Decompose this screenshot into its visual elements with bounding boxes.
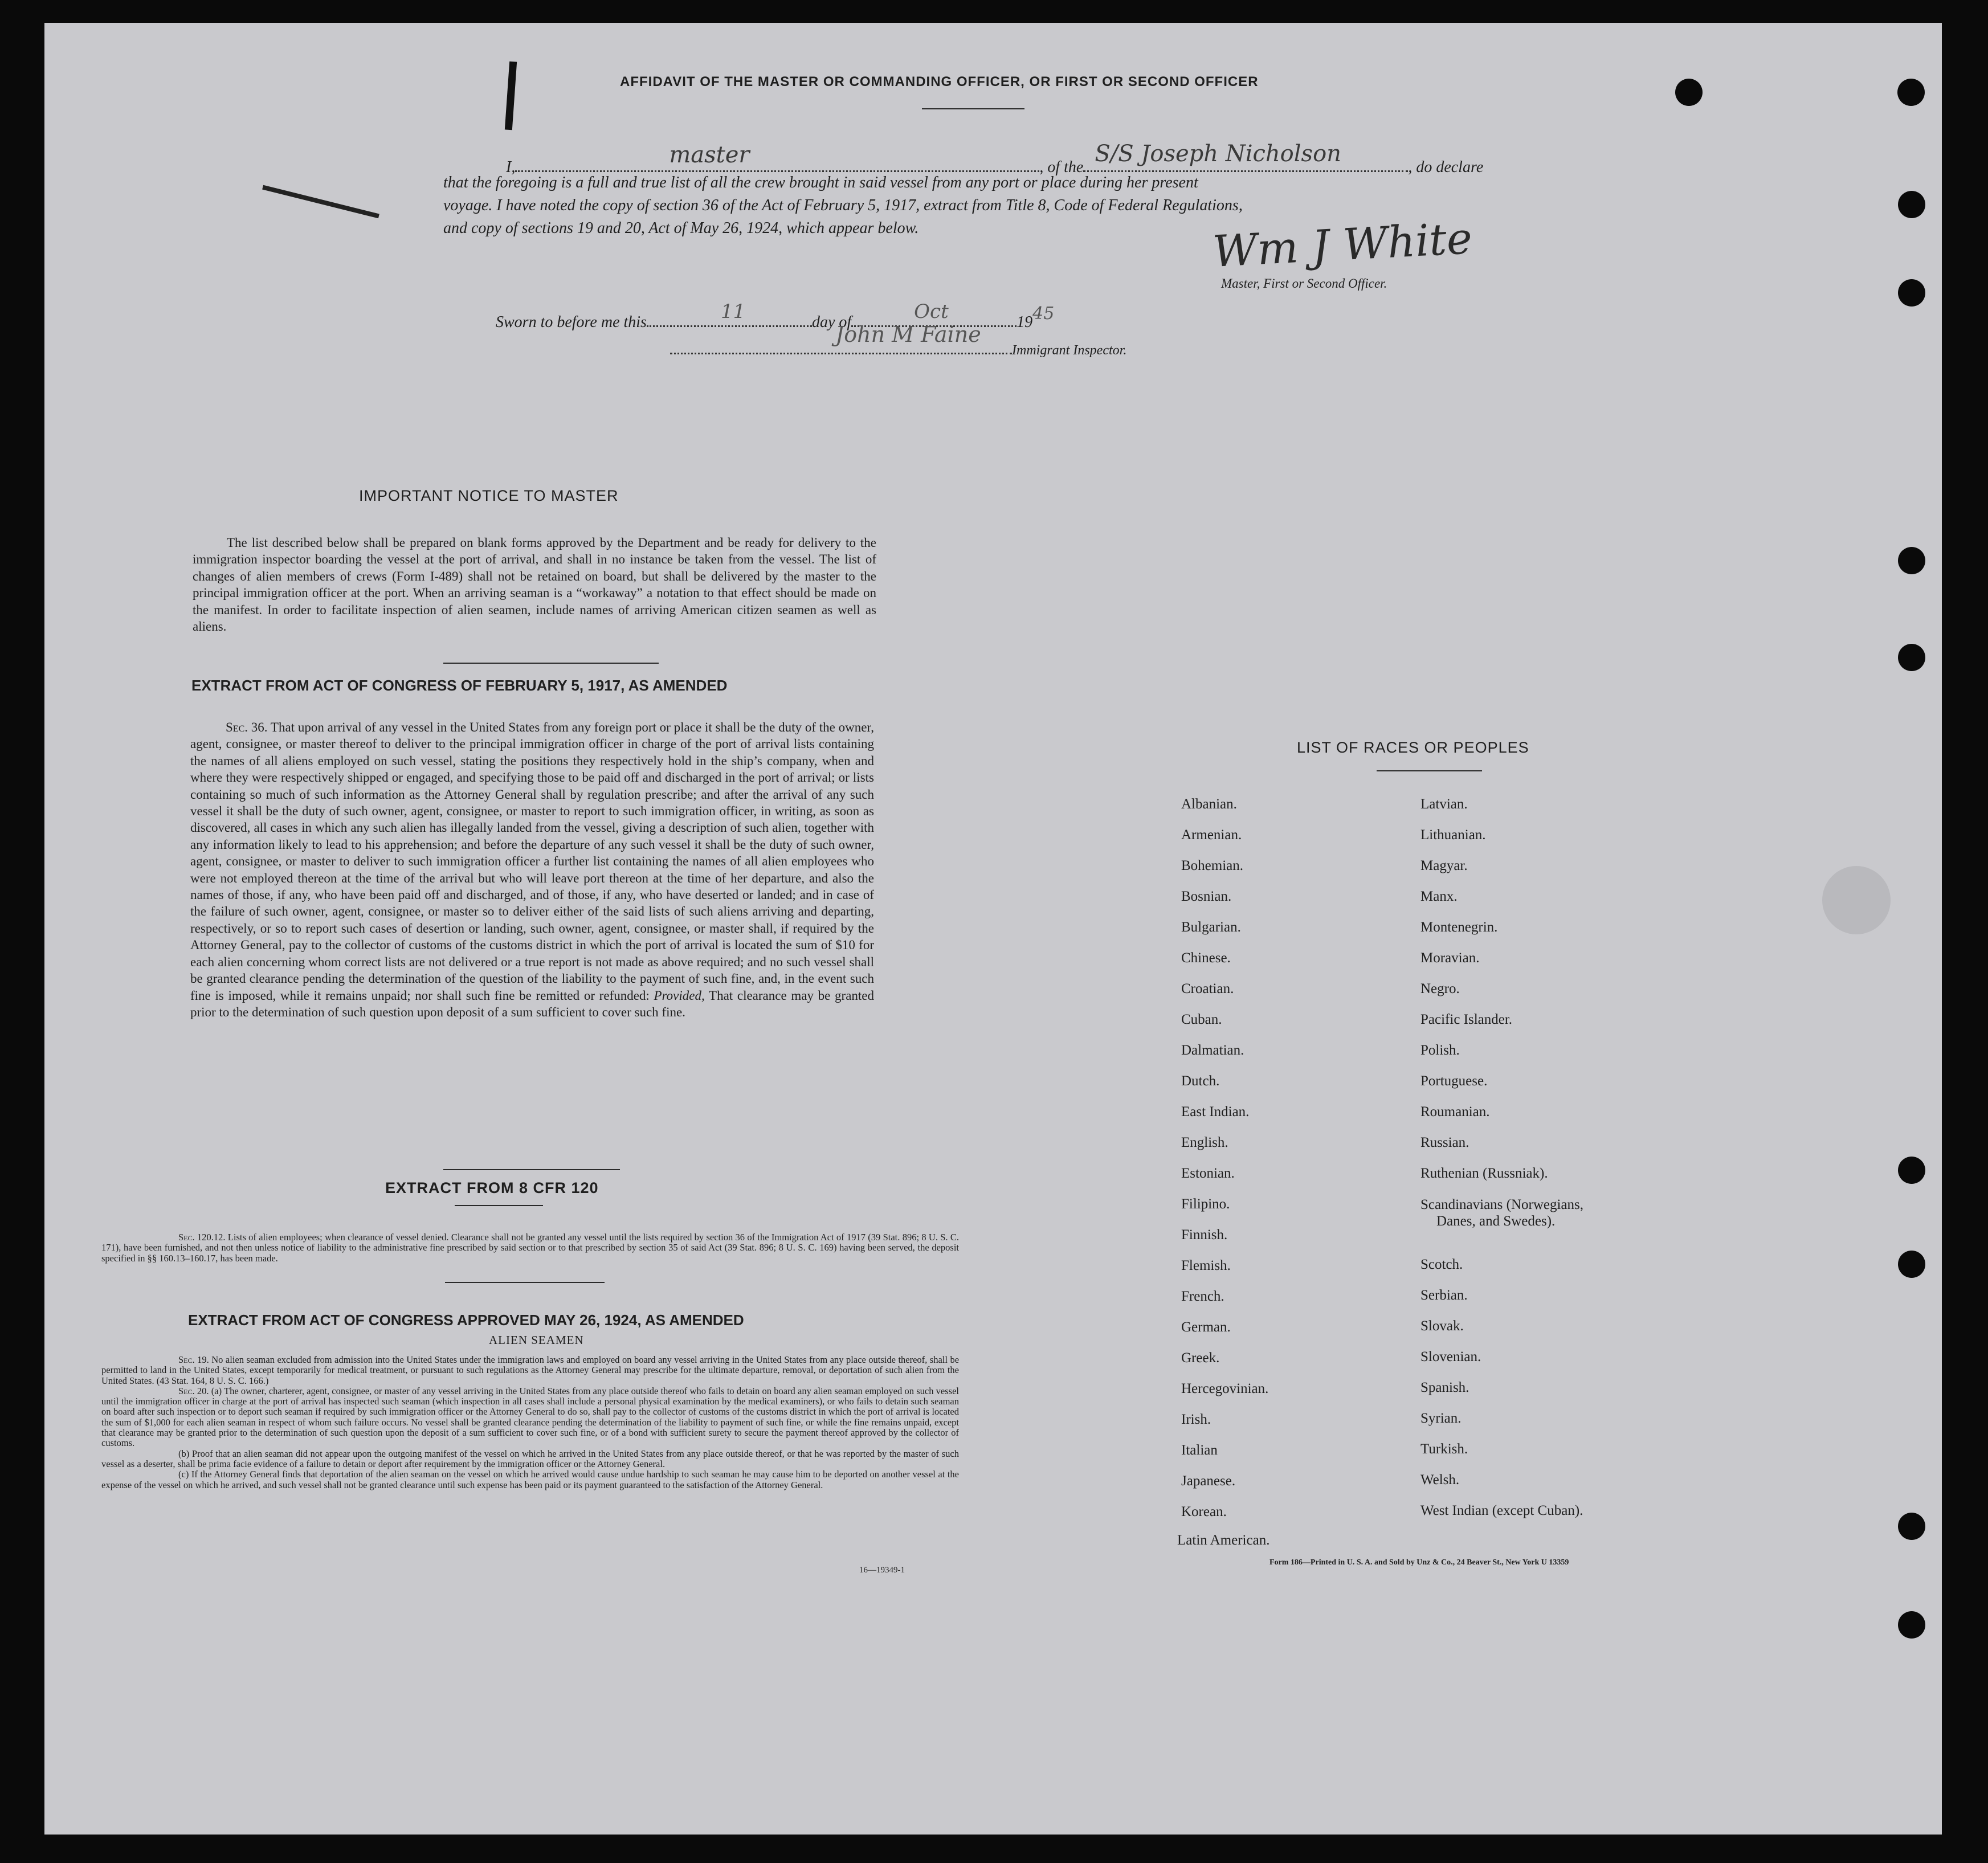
race-item-line: Scandinavians (Norwegians, <box>1420 1197 1584 1212</box>
sec-19-paragraph <box>101 1355 959 1386</box>
race-item: Estonian. <box>1181 1166 1235 1181</box>
punch-hole <box>1898 1611 1925 1639</box>
heading-underline <box>922 108 1024 109</box>
race-item-line: Danes, and Swedes). <box>1436 1214 1556 1229</box>
race-item: Serbian. <box>1420 1288 1468 1303</box>
divider <box>443 663 659 664</box>
alien-seamen-subtitle: ALIEN SEAMEN <box>489 1333 584 1347</box>
race-item: Greek. <box>1181 1350 1220 1366</box>
affidavit-line-4: and copy of sections 19 and 20, Act of May 26, 1924, which appear below. <box>443 219 919 237</box>
divider <box>1377 770 1482 771</box>
notice-title: IMPORTANT NOTICE TO MASTER <box>359 487 619 504</box>
race-item: Montenegrin. <box>1420 920 1498 935</box>
race-item: Bohemian. <box>1181 858 1244 873</box>
race-item: East Indian. <box>1181 1104 1250 1120</box>
race-item: Armenian. <box>1181 827 1242 843</box>
punch-hole <box>1675 79 1703 106</box>
race-item: Syrian. <box>1420 1411 1462 1426</box>
affidavit-suffix: , do declare <box>1408 158 1484 176</box>
race-item: Albanian. <box>1181 796 1237 812</box>
divider <box>443 1169 620 1170</box>
extract-1917-title: EXTRACT FROM ACT OF CONGRESS OF FEBRUARY 5, 1917, AS AMENDED <box>191 677 728 694</box>
race-item: Flemish. <box>1181 1258 1231 1273</box>
printer-footer: Form 186—Printed in U. S. A. and Sold by Unz & Co., 24 Beaver St., New York U 13359 <box>1269 1558 1569 1567</box>
sec-20a-text: (a) The owner, charterer, agent, consignee, or master of any vessel arriving in the United States from any place outside thereof who fails to detain on board any alien seaman employed on such vessel until the immigration officer in charge at the port of arrival has inspected such seaman (which inspection in all cases shall include a personal physical examination by the medical examiners), or who fails to detain such seaman on board after such inspection or to deport such seaman if required by such immigration officer or the Attorney General to do so, shall pay to the collector of customs of the customs district in which the port of arrival is located the sum of $1,000 for each alien seaman in respect of whom such failure occurs. No vessel shall be granted clearance pending the determination of the liability to payment of such fine, or while the fine remains unpaid, except that clearance may be granted prior to the determination of such question upon the deposit of a sum sufficient to cover such fine, or of a bond with sufficient surety to secure the payment thereof approved by the collector of customs. <box>101 1385 960 1449</box>
race-item: Pacific Islander. <box>1420 1012 1513 1027</box>
punch-hole <box>1898 1157 1925 1184</box>
race-item: Lithuanian. <box>1420 827 1486 843</box>
race-item: Slovenian. <box>1420 1349 1481 1364</box>
sworn-prefix: Sworn to before me this <box>496 313 647 331</box>
handwritten-day: 11 <box>720 300 746 323</box>
sec-120-label: Sec. 120.12. <box>178 1232 226 1243</box>
race-item: Latin American. <box>1177 1533 1270 1548</box>
punch-hole <box>1898 1513 1925 1540</box>
race-item: Cuban. <box>1181 1012 1222 1027</box>
sec-20a-paragraph <box>101 1386 959 1449</box>
sec-36-label: Sec. 36. <box>226 720 268 734</box>
race-item: Croatian. <box>1181 981 1234 996</box>
punch-hole <box>1897 79 1925 106</box>
sec-20-label: Sec. 20. <box>178 1385 209 1396</box>
divider <box>445 1282 605 1283</box>
provided-word: Provided, <box>654 988 705 1003</box>
sec-20b-paragraph: (b) Proof that an alien seaman did not appear upon the outgoing manifest of the vessel on which he arrived in the United States from any place outside thereof, or that he was reported by the master of such vessel as a deserter, shall be prima facie evidence of a failure to detain or deport after requirement by the immigration officer or the Attorney General. <box>101 1448 959 1469</box>
notice-text: The list described below shall be prepared on blank forms approved by the Department and be ready for delivery to the immigration inspector boarding the vessel at the port of arrival, and shall in no instance be taken from the vessel. The list of changes of alien members of crews (Form I-489) shall not be retained on board, but shall be delivered by the master to the principal immigration officer at the port. When an arriving seaman is a “workaway” a notation to that effect should be made on the manifest. In order to facilitate inspection of alien seamen, include names of arriving American citizen seamen as well as aliens. <box>193 536 876 634</box>
inspector-signature: John M Faine <box>835 322 981 347</box>
race-item: Finnish. <box>1181 1227 1228 1243</box>
affidavit-mid: , of the <box>1039 158 1084 176</box>
sec-20c-paragraph: (c) If the Attorney General finds that deportation of the alien seaman on the vessel on which he arrived would cause undue hardship to such seaman he may cause him to be deported on another vessel at the expense of the vessel on which he arrived, and such vessel shall not be granted clearance until such expense has been paid or its payment guaranteed to the satisfaction of the Attorney General. <box>101 1469 959 1490</box>
races-title: LIST OF RACES OR PEOPLES <box>1297 739 1529 756</box>
race-item: Moravian. <box>1420 950 1480 966</box>
form-code: 16—19349-1 <box>859 1566 905 1575</box>
race-item: Japanese. <box>1181 1473 1236 1489</box>
race-item: West Indian (except Cuban). <box>1420 1503 1583 1518</box>
race-item: Filipino. <box>1181 1196 1230 1212</box>
race-item: Latvian. <box>1420 796 1468 812</box>
race-item: Roumanian. <box>1420 1104 1490 1120</box>
race-item: Korean. <box>1181 1504 1227 1519</box>
race-item: Chinese. <box>1181 950 1231 966</box>
extract-1924-title: EXTRACT FROM ACT OF CONGRESS APPROVED MAY 26, 1924, AS AMENDED <box>188 1312 744 1329</box>
affidavit-heading: AFFIDAVIT OF THE MASTER OR COMMANDING OFFICER, OR FIRST OR SECOND OFFICER <box>620 74 1259 89</box>
master-name-field <box>515 142 1039 172</box>
sworn-mid: day of <box>811 313 852 331</box>
race-item: Portuguese. <box>1420 1073 1488 1089</box>
signature-caption: Master, First or Second Officer. <box>1221 276 1387 291</box>
inspector-caption: Immigrant Inspector. <box>1012 343 1127 358</box>
race-item: Russian. <box>1420 1135 1469 1150</box>
sec-36-text: That upon arrival of any vessel in the United States from any foreign port or place it shall be the duty of the owner, agent, consignee, or master thereof to deliver to the principal immigration officer in charge of the port of arrival lists containing the names of all aliens employed on such vessel, stating the positions they respectively hold in the ship’s company, when and where they were respectively shipped or engaged, and specifying those to be paid off and discharged in the port of arrival; or lists containing so much of such information as the Attorney General shall by regulation prescribe; and after the arrival of any such vessel it shall be the duty of such owner, agent, consignee, or master to report to such immigration officer, in writing, as soon as discovered, all cases in which any such alien has illegally landed from the vessel, giving a description of such alien, together with any information likely to lead to his apprehension; and before the departure of any such vessel it shall be the duty of such owner, agent, consignee, or master to deliver to such immigration officer a further list containing the names of all alien employees who were not employed thereon at the time of the arrival but who will leave port thereon at the time of her departure, and also the names of those, if any, who have been paid off and discharged, and of those, if any, who have deserted or landed; and in case of the failure of such owner, agent, consignee, or master so to deliver either of the said lists of such aliens arriving and departing, respectively, or so to report such cases of desertion or landing, such owner, agent, consignee, or master shall, if required by the Attorney General, pay to the collector of customs of the customs district in which the port of arrival is located the sum of $10 for each alien concerning whom correct lists are not delivered or a true report is not made as above required; and no such vessel shall be granted clearance pending the determination of the question of the liability to the payment of such fine, and, in the event such fine is imposed, while it remains unpaid; nor shall such fine be remitted or refunded: <box>190 720 874 1003</box>
vessel-name-field <box>1083 141 1408 172</box>
punch-hole <box>1898 191 1925 218</box>
extract-cfr-title: EXTRACT FROM 8 CFR 120 <box>385 1179 599 1196</box>
master-signature: Wm J White <box>1211 213 1473 277</box>
extract-cfr-text <box>101 1232 959 1264</box>
race-item: Polish. <box>1420 1043 1460 1058</box>
race-item: Irish. <box>1181 1412 1211 1427</box>
handwritten-vessel: S/S Joseph Nicholson <box>1095 141 1341 167</box>
race-item: French. <box>1181 1289 1224 1304</box>
punch-hole <box>1898 1251 1925 1278</box>
race-item: Italian <box>1181 1443 1218 1458</box>
faint-stamp <box>1822 866 1891 934</box>
race-item: Magyar. <box>1420 858 1468 873</box>
handwritten-month: Oct <box>914 300 949 323</box>
sec-19-label: Sec. 19. <box>178 1354 209 1365</box>
punch-hole <box>1898 279 1925 307</box>
race-item <box>1420 1196 1583 1229</box>
race-item: Manx. <box>1420 889 1458 904</box>
race-item: Bulgarian. <box>1181 920 1241 935</box>
sec-36-text-end: That clearance may be granted prior to the determination of such question upon deposit of a sum sufficient to cover such fine. <box>190 988 875 1019</box>
divider <box>455 1205 543 1206</box>
race-item: Spanish. <box>1420 1380 1469 1395</box>
document-page <box>44 23 1942 1835</box>
race-item: Ruthenian (Russniak). <box>1420 1166 1548 1181</box>
sec-19-text: No alien seaman excluded from admission into the United States under the immigration laws and employed on board any vessel arriving in the United States from any place outside thereof, shall be permitted to land in the United States, except temporarily for medical treatment, or pursuant to such regulations as the Attorney General may prescribe for the ultimate departure, removal, or deportation of such alien from the United States. (43 Stat. 164, 8 U. S. C. 166.) <box>101 1354 960 1386</box>
race-item: Slovak. <box>1420 1318 1464 1334</box>
sec-120-text: Lists of alien employees; when clearance of vessel denied. Clearance shall not be granted any vessel until the lists required by section 36 of the Immigration Act of 1917 (39 Stat. 896; 8 U. S. C. 171), have been furnished, and not then unless notice of liability to the administrative fine prescribed by said section or to that prescribed by section 35 of said Act (39 Stat. 896; 8 U. S. C. 169) having been served, the deposit specified in §§ 160.13–160.17, has been made. <box>101 1232 960 1264</box>
race-item: Negro. <box>1420 981 1460 996</box>
handwritten-year: 45 <box>1032 304 1055 324</box>
race-item: Bosnian. <box>1181 889 1232 904</box>
race-item: German. <box>1181 1319 1231 1335</box>
sworn-year-prefix: 19 <box>1017 313 1033 331</box>
sworn-day-field <box>647 300 812 327</box>
race-item: Dalmatian. <box>1181 1043 1244 1058</box>
race-item: Turkish. <box>1420 1441 1468 1457</box>
ink-mark <box>262 185 379 219</box>
affidavit-prefix: I, <box>506 158 516 176</box>
extract-1917-text <box>190 719 874 1020</box>
affidavit-line-2: that the foregoing is a full and true list of all the crew brought in said vessel from any port or place during her present <box>443 174 1198 191</box>
punch-hole <box>1898 644 1925 671</box>
punch-hole <box>1898 547 1925 574</box>
handwritten-master: master <box>669 142 750 168</box>
race-item: Dutch. <box>1181 1073 1220 1089</box>
race-item: Hercegovinian. <box>1181 1381 1269 1396</box>
race-item: Welsh. <box>1420 1472 1460 1488</box>
affidavit-line-1 <box>506 141 1484 177</box>
affidavit-line-3: voyage. I have noted the copy of section 36 of the Act of February 5, 1917, extract from Title 8, Code of Federal Regulations, <box>443 197 1243 214</box>
race-item: Scotch. <box>1420 1257 1463 1272</box>
race-item: English. <box>1181 1135 1228 1150</box>
extract-1924-text <box>101 1355 959 1490</box>
ink-mark <box>505 62 517 130</box>
